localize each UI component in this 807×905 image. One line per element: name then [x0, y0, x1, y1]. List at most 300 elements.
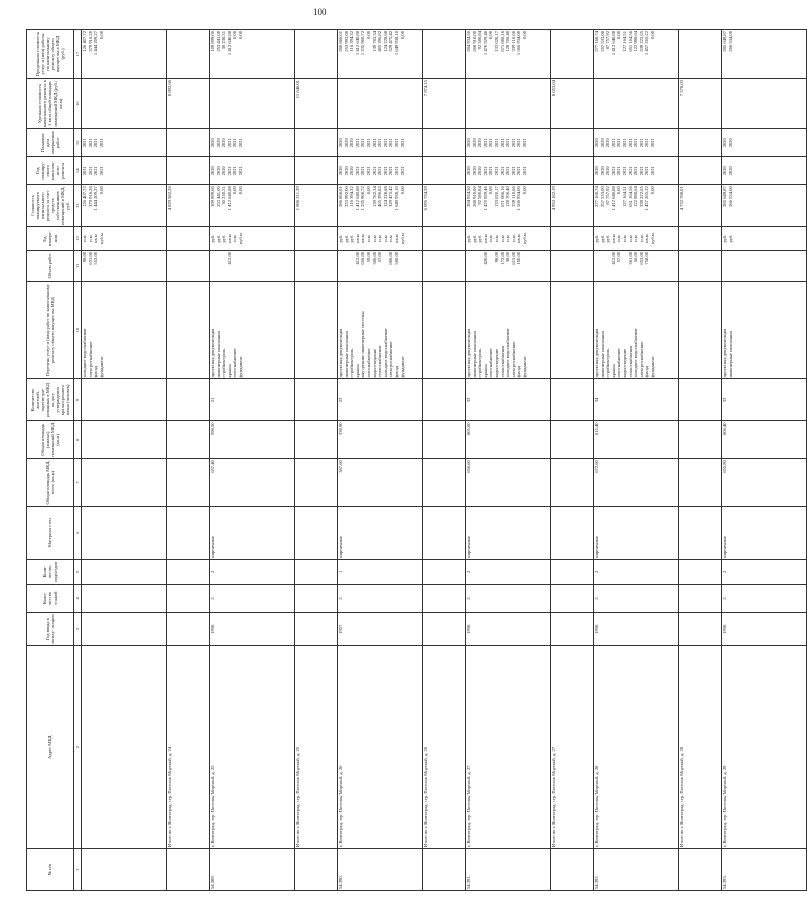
limit-value: 1 566 934,00 [516, 31, 522, 56]
works-cell [82, 281, 167, 379]
cost-value: 139 782,34 [371, 186, 377, 207]
year-value: 2021 [633, 166, 639, 176]
date-value: 2021 [644, 138, 650, 148]
entrances-count: 2 [210, 559, 295, 584]
year-value: 2021 [482, 166, 488, 176]
year-value: 2021 [638, 166, 644, 176]
year-value: 2020 [343, 166, 349, 176]
limit-value: 465 396,82 [377, 31, 383, 52]
cost-value: 286 866,01 [338, 186, 343, 207]
unit-value: кв.м [393, 234, 399, 243]
total-row [423, 30, 466, 891]
cost-value: 0,00 [98, 186, 104, 195]
work-item: фасад [393, 366, 399, 378]
date-value: 2020 [215, 138, 221, 148]
row-number: 54.390. [338, 849, 423, 891]
header-cell: Объем работ [27, 250, 74, 281]
wall-material: кирпичные [722, 506, 807, 559]
cost-value: 339 110,66 [510, 186, 516, 207]
floors-count: 2 [722, 584, 807, 612]
header-cell: Перечень услуг и (или) работ по капитальному ремонту общего имущества МКД [27, 281, 74, 379]
work-item: электроснабжение [638, 341, 644, 378]
date-value: 2021 [627, 138, 633, 148]
unit-value: кв.м [226, 234, 232, 243]
living-area: 598,50 [210, 421, 295, 459]
floors-count: 2 [338, 584, 423, 612]
unit-value: кв.м [360, 234, 366, 243]
year-value: 2021 [226, 166, 232, 176]
unit-value: руб. [221, 234, 227, 243]
unit-value-cell [466, 227, 551, 251]
limit-value: 379 916,26 [87, 31, 93, 52]
cost-value: 651 164,56 [627, 186, 633, 207]
building-row [722, 30, 807, 891]
cost-value: 277 160,74 [594, 186, 599, 207]
cost-value: 268 910,00 [471, 186, 477, 207]
work-item: проектная документация [722, 328, 727, 378]
date-value: 2021 [505, 138, 511, 148]
year-value-cell [466, 157, 551, 185]
year-value: 2021 [505, 166, 511, 176]
year-value: 2020 [477, 166, 483, 176]
column-number: 11 [74, 250, 82, 281]
date-value-cell [210, 129, 295, 157]
unit-value: кв.м [516, 234, 522, 243]
unit-value: руб. [599, 234, 605, 243]
cost-value-cell [466, 185, 551, 227]
wall-material: кирпичные [466, 506, 551, 559]
unit-value: п.м [382, 235, 388, 242]
building-address: г. Волгоград, тер. Поселок Морской, д. 25 [210, 646, 295, 849]
floors-count: 2 [594, 584, 679, 612]
cost-value: 0,00 [237, 186, 243, 195]
cost-value: 1 649 938,10 [393, 186, 399, 211]
year-value: 2021 [87, 166, 93, 176]
work-item: проектная документация [338, 328, 343, 378]
unit-value-cell [594, 227, 679, 251]
year-value: 2021 [371, 166, 377, 176]
volume-value: 631,00 [87, 251, 93, 265]
volume-value [522, 252, 528, 280]
wall-material: кирпичные [338, 506, 423, 559]
date-value: 2021 [382, 138, 388, 148]
row-number: 54.391. [466, 849, 551, 891]
volume-value: 420,00 [482, 251, 488, 265]
year-value: 2021 [610, 166, 616, 176]
limit-value: 92 580,84 [477, 31, 483, 50]
cost-value: 465 396,82 [377, 186, 383, 207]
cost-value: 285 649,87 [722, 186, 727, 207]
work-item: газоснабжение [616, 348, 622, 378]
cost-value: 0,00 [488, 186, 494, 195]
work-item: водоотведение [371, 348, 377, 378]
unit-value: п.м [510, 235, 516, 242]
work-item: инженерные изыскания [215, 331, 221, 378]
limit-value: 122 988,64 [633, 31, 639, 52]
limit-value: 1 412 640,88 [610, 31, 616, 56]
year-value: 2020 [727, 166, 733, 176]
work-item: фундамент [399, 356, 405, 378]
date-value: 2021 [521, 138, 527, 148]
unit-value-cell [338, 227, 423, 251]
cost-value: 0,00 [649, 186, 655, 195]
year-value: 2021 [354, 166, 360, 176]
entrances-count: 2 [466, 559, 551, 584]
limit-value-cell [466, 30, 551, 79]
date-value-cell [466, 129, 551, 157]
year-value: 2021 [388, 166, 394, 176]
column-number: 16 [74, 79, 82, 129]
date-value: 2021 [87, 138, 93, 148]
cost-value: 128 706,40 [505, 186, 511, 207]
year-value: 2021 [393, 166, 399, 176]
date-value: 2021 [232, 138, 238, 148]
total-area: 657,40 [210, 459, 295, 507]
commission-year: 1958 [722, 612, 807, 646]
unit-value: руб. [210, 234, 215, 243]
work-item-cell [210, 281, 295, 379]
year-value: 2021 [488, 166, 494, 176]
column-number: 2 [74, 646, 82, 849]
work-item-cell [722, 281, 807, 379]
header-cell: Адрес МКД [27, 646, 74, 849]
year-value: 2021 [365, 166, 371, 176]
unit-value: п.м [633, 235, 639, 242]
limit-value: 651 164,56 [627, 31, 633, 52]
date-value: 2020 [605, 138, 611, 148]
column-number: 5 [74, 559, 82, 584]
table-row [82, 30, 167, 891]
floors-count: 2 [210, 584, 295, 612]
total-label: Итого по г. Волгоград, тер. Поселок Морской, д. 24 [167, 646, 210, 849]
building-address: г. Волгоград, тер. Поселок Морской, д. 29 [722, 646, 807, 849]
cost-value: 266 534,00 [727, 186, 733, 207]
work-item: газоснабжение [488, 348, 494, 378]
unit-value: кв.м [93, 234, 99, 243]
limit-value: 0,00 [399, 31, 405, 40]
date-value: 2021 [516, 138, 522, 148]
table-body [82, 30, 807, 891]
volume-value: 615,00 [510, 251, 516, 265]
cost-value: 92 580,84 [477, 186, 483, 205]
limit-value: 0,00 [649, 31, 655, 40]
year-value: 2021 [377, 166, 383, 176]
year-value: 2021 [521, 166, 527, 176]
limit-value-cell [210, 30, 295, 79]
wall-material: кирпичные [594, 506, 679, 559]
limit-value-cell [722, 30, 807, 79]
unit-value: п.м [616, 235, 622, 242]
work-item: теплоснабжение [499, 345, 505, 378]
date-value: 2021 [360, 138, 366, 148]
volume-value-cell [722, 250, 807, 281]
limit-value: 0,00 [488, 31, 494, 40]
cost-value: 1 412 640,88 [354, 186, 360, 211]
year-value-cell [722, 157, 807, 185]
column-number: 4 [74, 584, 82, 612]
header-cell: Удельная стоимость капитального ремонта в 1 кв.м общей площади помещений МКД (руб./кв.м) [27, 79, 74, 129]
limit-value: 0,00 [616, 31, 622, 40]
unit-value-cell [210, 227, 295, 251]
header-cell: Предельная стоимость услуг и (или) работы по капитальному ремонту общего имущества в МКД (руб.) [27, 30, 74, 79]
date-value: 2021 [610, 138, 616, 148]
unit-value: п.м [505, 235, 511, 242]
volume-value-cell [210, 250, 295, 281]
year-value: 2020 [722, 166, 727, 176]
work-item: стройконтроль [221, 348, 227, 378]
work-item: внутренние инженерные системы [360, 311, 366, 378]
work-item: стройконтроль [605, 348, 611, 378]
work-item: крыша [354, 364, 360, 378]
volume-value [400, 252, 406, 280]
limit-value: 0,00 [365, 31, 371, 40]
unit-value: п.м [87, 235, 93, 242]
column-number: 13 [74, 185, 82, 227]
volume-value: 553,00 [93, 251, 99, 265]
date-value: 2020 [477, 138, 483, 148]
limit-value: 253 441,00 [215, 31, 221, 52]
unit-value: п.м [388, 235, 394, 242]
work-item: газоснабжение [365, 348, 371, 378]
work-item: проектная документация [466, 328, 471, 378]
work-item: электроснабжение [388, 341, 394, 378]
year-value: 2020 [471, 166, 477, 176]
work-item: фундамент [237, 356, 243, 378]
entrances-count: 1 [338, 559, 423, 584]
limit-value: 139 782,34 [371, 31, 377, 52]
total-row [167, 30, 210, 891]
date-value: 2020 [722, 138, 727, 148]
cost-value: 284 934,50 [466, 186, 471, 207]
header-cell: Плановая дата завершения работ [27, 129, 74, 157]
year-value: 2021 [232, 166, 238, 176]
column-number: 8 [74, 421, 82, 459]
header-cell: Коли- чество этажей [27, 584, 74, 612]
cost-value-cell [210, 185, 295, 227]
building-row [338, 30, 423, 891]
unit-value: руб. [349, 234, 355, 243]
date-value: 2021 [388, 138, 394, 148]
cost-value: 124 228,68 [382, 186, 388, 207]
volume-value: 98,00 [493, 251, 499, 263]
limit-value: 1 444 209,27 [93, 31, 99, 56]
unit-value: руб. [466, 234, 471, 243]
entrances-count: 2 [594, 559, 679, 584]
limit-value: 30 230,51 [221, 31, 227, 50]
work-item: фундамент [98, 356, 104, 378]
total-specific-cost: 8 053,04 [551, 79, 594, 129]
residents-count: 23 [338, 379, 423, 421]
date-value: 2021 [365, 138, 371, 148]
limit-value: 671 086,16 [499, 31, 505, 52]
living-area: 605,00 [466, 421, 551, 459]
work-item: водоотведение [493, 348, 499, 378]
unit-value: куб.м [399, 233, 405, 244]
wall-material: кирпичные [210, 506, 295, 559]
limit-value: 1 457 265,22 [644, 31, 650, 56]
unit-value: кв.м [644, 234, 650, 243]
year-value: 2021 [510, 166, 516, 176]
year-value: 2021 [644, 166, 650, 176]
year-value-cell [210, 157, 295, 185]
date-value: 2020 [349, 138, 355, 148]
year-value-cell [594, 157, 679, 185]
date-value: 2021 [226, 138, 232, 148]
cost-value: 253 992,00 [343, 186, 349, 207]
limit-value: 339 110,66 [510, 31, 516, 52]
year-value: 2021 [360, 166, 366, 176]
header-cell: Коли- чество подъездов [27, 559, 74, 584]
date-value: 2021 [621, 138, 627, 148]
unit-value: п.м [377, 235, 383, 242]
limit-value: 0,00 [521, 31, 527, 40]
date-value: 2020 [343, 138, 349, 148]
unit-value: куб.м [521, 233, 527, 244]
year-value: 2021 [98, 166, 104, 176]
year-value: 2021 [649, 166, 655, 176]
year-value: 2021 [627, 166, 633, 176]
limit-value: 124 228,68 [382, 31, 388, 52]
limit-value: 277 160,74 [594, 31, 599, 52]
work-item: холодное водоснабжение [82, 328, 87, 378]
year-value: 2021 [237, 166, 243, 176]
column-number: 15 [74, 129, 82, 157]
volume-value: 38,00 [505, 251, 511, 263]
date-value: 2021 [237, 138, 243, 148]
date-value: 2020 [210, 138, 215, 148]
unit-value: руб. [343, 234, 349, 243]
header-cell: Количество жителей, зарегистри- рованных в МКД на дату утверждения краткосрочного плана (человек) [27, 379, 74, 421]
unit-value: п.м [82, 235, 87, 242]
cost-value: 133 020,17 [493, 186, 499, 207]
volume-value: 172,00 [499, 251, 505, 265]
volume-value: 57,00 [377, 251, 383, 263]
column-number-row [74, 30, 82, 891]
header-cell: Общая площадь МКД, всего (кв.м) [27, 459, 74, 507]
unit-value-cell [722, 227, 807, 251]
header-cell: Год планиру- емого капиталь- ного ремонта [27, 157, 74, 185]
work-item: холодное водоснабжение [505, 328, 511, 378]
header-cell: Общая площадь (жилых) помещений МКД (кв.м) [27, 421, 74, 459]
date-value: 2021 [488, 138, 494, 148]
unit-value: руб. [727, 234, 733, 243]
unit-value: п.м [371, 235, 377, 242]
year-value: 2021 [616, 166, 622, 176]
work-item: инженерные изыскания [727, 331, 733, 378]
volume-value: 56,00 [633, 251, 639, 263]
total-label: Итого по г. Волгоград, тер. Поселок Морской, д. 28 [679, 646, 722, 849]
work-item-cell [594, 281, 679, 379]
work-item: проектная документация [594, 328, 599, 378]
work-item: инженерные изыскания [471, 331, 477, 378]
work-item: электроснабжение [510, 341, 516, 378]
building-row [466, 30, 551, 891]
limit-value: 1 649 938,10 [393, 31, 399, 56]
total-row [295, 30, 338, 891]
column-number: 12 [74, 227, 82, 251]
work-item: фасад [644, 366, 650, 378]
date-value: 2021 [616, 138, 622, 148]
cost-value: 127 164,51 [621, 186, 627, 207]
cost-value: 329 475,42 [388, 186, 394, 207]
total-label: Итого по г. Волгоград, тер. Поселок Морской, д. 25 [295, 646, 338, 849]
unit-value: руб. [594, 234, 599, 243]
volume-value: 100,00 [516, 251, 522, 265]
floors-count: 2 [466, 584, 551, 612]
volume-value: 306,00 [371, 251, 377, 265]
limit-value: 329 475,42 [388, 31, 394, 52]
unit-value: руб. [477, 234, 483, 243]
date-value: 2021 [649, 138, 655, 148]
header-cell: Стоимость планируемого капитального ремонта за счет средств собственников помещений в МКД, руб. [27, 185, 74, 227]
date-value: 2021 [82, 138, 87, 148]
date-value: 2021 [377, 138, 383, 148]
total-cost: 4 829 582,26 [167, 185, 210, 227]
date-value-cell [722, 129, 807, 157]
header-cell: № п/п [27, 849, 74, 891]
row-number: 54.389. [210, 849, 295, 891]
work-item: крыша [482, 364, 488, 378]
living-area: 338,90 [338, 421, 423, 459]
building-row [210, 30, 295, 891]
date-value: 2021 [499, 138, 505, 148]
year-value: 2021 [82, 166, 87, 176]
work-item: проектная документация [210, 328, 215, 378]
cost-value: 0,00 [399, 186, 405, 195]
unit-value: куб.м [237, 233, 243, 244]
living-area: 615,40 [594, 421, 679, 459]
date-value: 2021 [393, 138, 399, 148]
cost-value: 1 235 960,72 [360, 186, 366, 211]
cost-value: 30 230,51 [221, 186, 227, 205]
cost-value: 126 407,72 [82, 186, 87, 207]
row-number: 54.393. [722, 849, 807, 891]
unit-value: руб. [215, 234, 221, 243]
year-value: 2020 [221, 166, 227, 176]
limit-value: 268 910,00 [471, 31, 477, 52]
volume-value: 98,00 [82, 251, 87, 263]
cost-value: 671 086,16 [499, 186, 505, 207]
total-cost: 1 806 211,39 [295, 185, 338, 227]
date-value: 2021 [638, 138, 644, 148]
column-number: 6 [74, 506, 82, 559]
commission-year: 1957 [338, 612, 423, 646]
column-number: 17 [74, 30, 82, 79]
total-specific-cost: 8 892,66 [167, 79, 210, 129]
cost-value: 122 988,64 [633, 186, 639, 207]
limit-value-cell [338, 30, 423, 79]
total-row [679, 30, 722, 891]
limit-value: 116 394,32 [349, 31, 355, 52]
date-value: 2021 [482, 138, 488, 148]
commission-year: 1958 [594, 612, 679, 646]
row-number: 54.392. [594, 849, 679, 891]
work-item: теплоснабжение [377, 345, 383, 378]
year-value: 2021 [382, 166, 388, 176]
cost-value: 0,00 [365, 186, 371, 195]
commission-year: 1958 [210, 612, 295, 646]
unit-value: руб. [605, 234, 611, 243]
volume-value-cell [466, 250, 551, 281]
limit-value: 257 533,00 [599, 31, 605, 52]
total-label: Итого по г. Волгоград, тер. Поселок Морской, д. 27 [551, 646, 594, 849]
volume-value: 500,00 [393, 251, 399, 265]
year-value: 2021 [399, 166, 405, 176]
date-value: 2021 [93, 138, 99, 148]
total-label: Итого по г. Волгоград, тер. Поселок Морской, д. 26 [423, 646, 466, 849]
work-item: фасад [516, 366, 522, 378]
limit-value: 126 407,72 [82, 31, 87, 52]
